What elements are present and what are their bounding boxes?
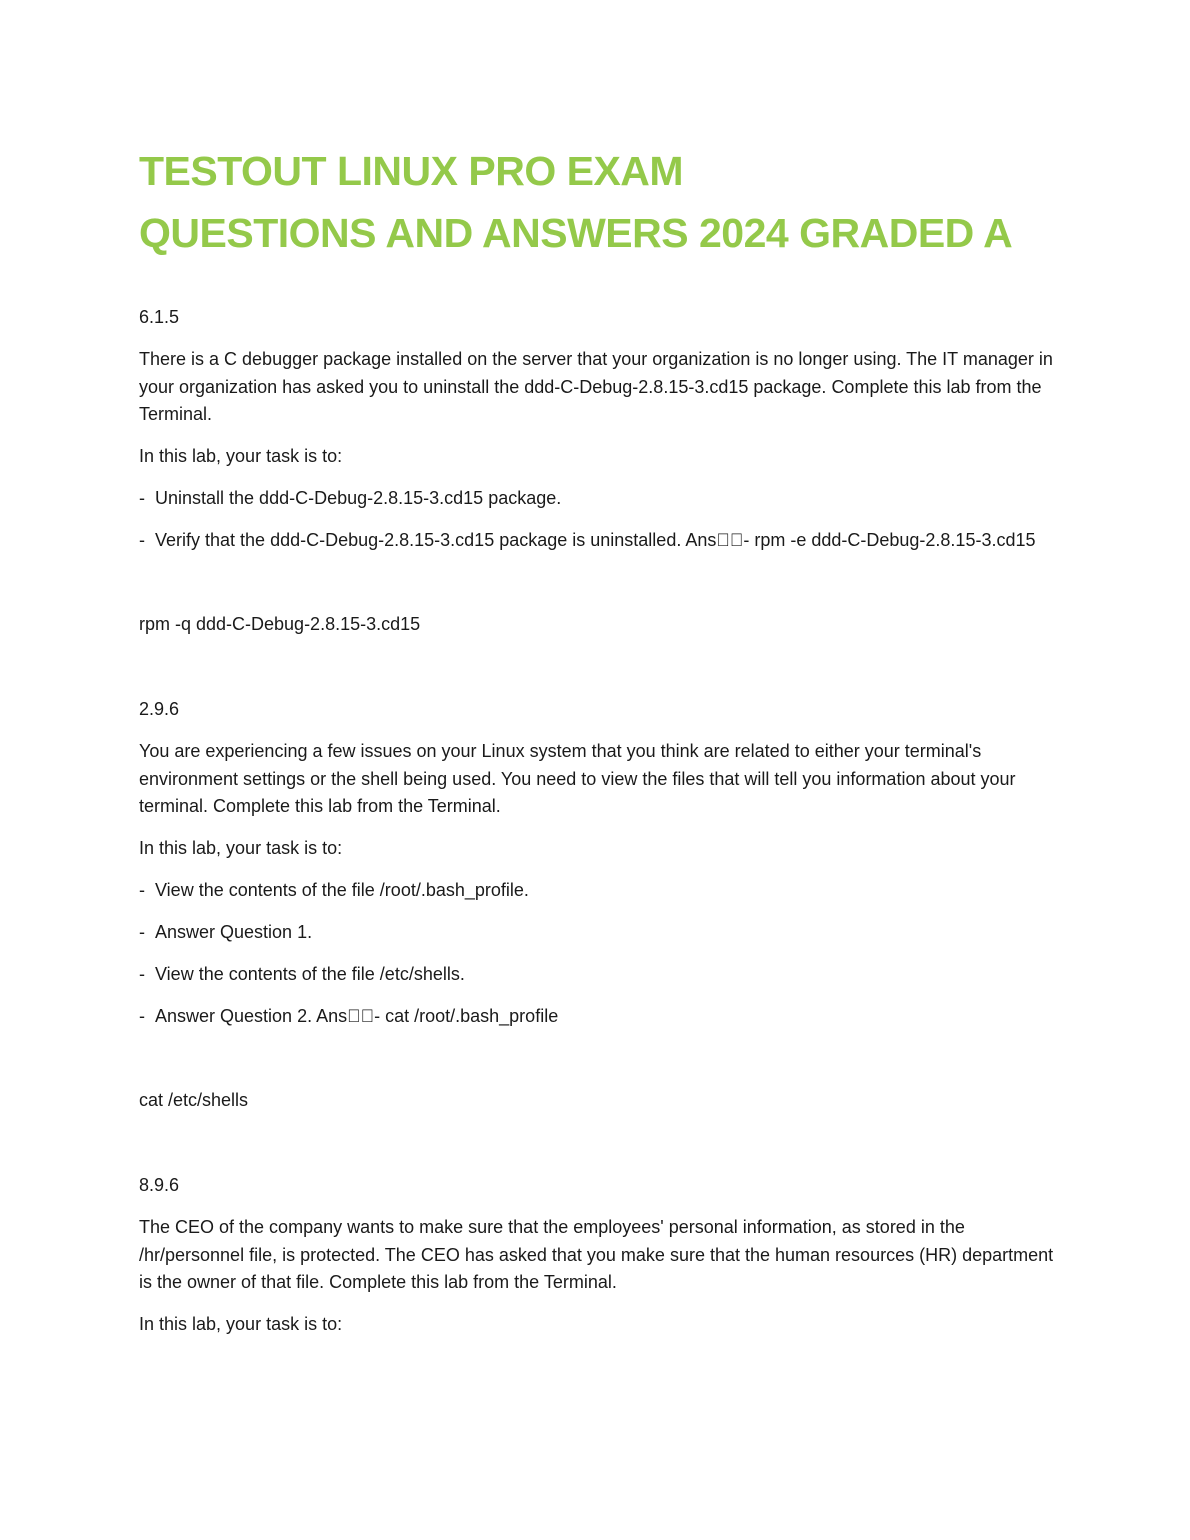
document-title bbox=[139, 140, 1054, 264]
task-text: View the contents of the file /root/.bash_profile. bbox=[155, 880, 529, 900]
bullet-marker: - bbox=[139, 488, 145, 508]
task-intro: In this lab, your task is to: bbox=[139, 1314, 343, 1334]
title-line-1: TESTOUT LINUX PRO EXAM bbox=[139, 148, 684, 194]
task-item bbox=[139, 1003, 1054, 1031]
document-page bbox=[139, 140, 1054, 1353]
section-number: 2.9.6 bbox=[139, 699, 180, 719]
section-description: You are experiencing a few issues on your Linux system that you think are related to either your terminal's environment settings or the shell being used. You need to view the files that will tell you information about your terminal. Complete this lab from the Terminal. bbox=[139, 741, 1016, 816]
bullet-marker: - bbox=[139, 880, 145, 900]
answer-extra: cat /etc/shells bbox=[139, 1090, 249, 1110]
task-text: Uninstall the ddd-C-Debug-2.8.15-3.cd15 package. bbox=[155, 488, 562, 508]
section-2-9-6 bbox=[139, 696, 1054, 1115]
bullet-marker: - bbox=[139, 530, 145, 550]
bullet-marker: - bbox=[139, 964, 145, 984]
task-text: View the contents of the file /etc/shells. bbox=[155, 964, 465, 984]
section-description: The CEO of the company wants to make sure that the employees' personal information, as stored in the /hr/personnel file, is protected. The CEO has asked that you make sure that the human resources (HR) department is the owner of that file. Complete this lab from the Terminal. bbox=[139, 1217, 1054, 1292]
task-item bbox=[139, 919, 1054, 947]
task-item bbox=[139, 485, 1054, 513]
task-text: Verify that the ddd-C-Debug-2.8.15-3.cd15 package is uninstalled. Ans  - rpm -e ddd-C-Debug-2.8.15-3.cd15 bbox=[155, 530, 1036, 550]
section-number: 6.1.5 bbox=[139, 307, 180, 327]
task-intro: In this lab, your task is to: bbox=[139, 446, 343, 466]
task-item bbox=[139, 527, 1054, 555]
task-text: Answer Question 2. Ans  - cat /root/.bash_profile bbox=[155, 1006, 559, 1026]
bullet-marker: - bbox=[139, 922, 145, 942]
task-item bbox=[139, 877, 1054, 905]
section-number: 8.9.6 bbox=[139, 1175, 180, 1195]
section-description: There is a C debugger package installed on the server that your organization is no longer using. The IT manager in your organization has asked you to uninstall the ddd-C-Debug-2.8.15-3.cd15 package. Complete this lab from the Terminal. bbox=[139, 349, 1053, 424]
task-intro: In this lab, your task is to: bbox=[139, 838, 343, 858]
title-line-2: QUESTIONS AND ANSWERS 2024 GRADED A bbox=[139, 210, 1013, 256]
task-text: Answer Question 1. bbox=[155, 922, 313, 942]
section-6-1-5 bbox=[139, 304, 1054, 639]
bullet-marker: - bbox=[139, 1006, 145, 1026]
section-8-9-6 bbox=[139, 1172, 1054, 1339]
task-item bbox=[139, 961, 1054, 989]
answer-extra: rpm -q ddd-C-Debug-2.8.15-3.cd15 bbox=[139, 614, 421, 634]
